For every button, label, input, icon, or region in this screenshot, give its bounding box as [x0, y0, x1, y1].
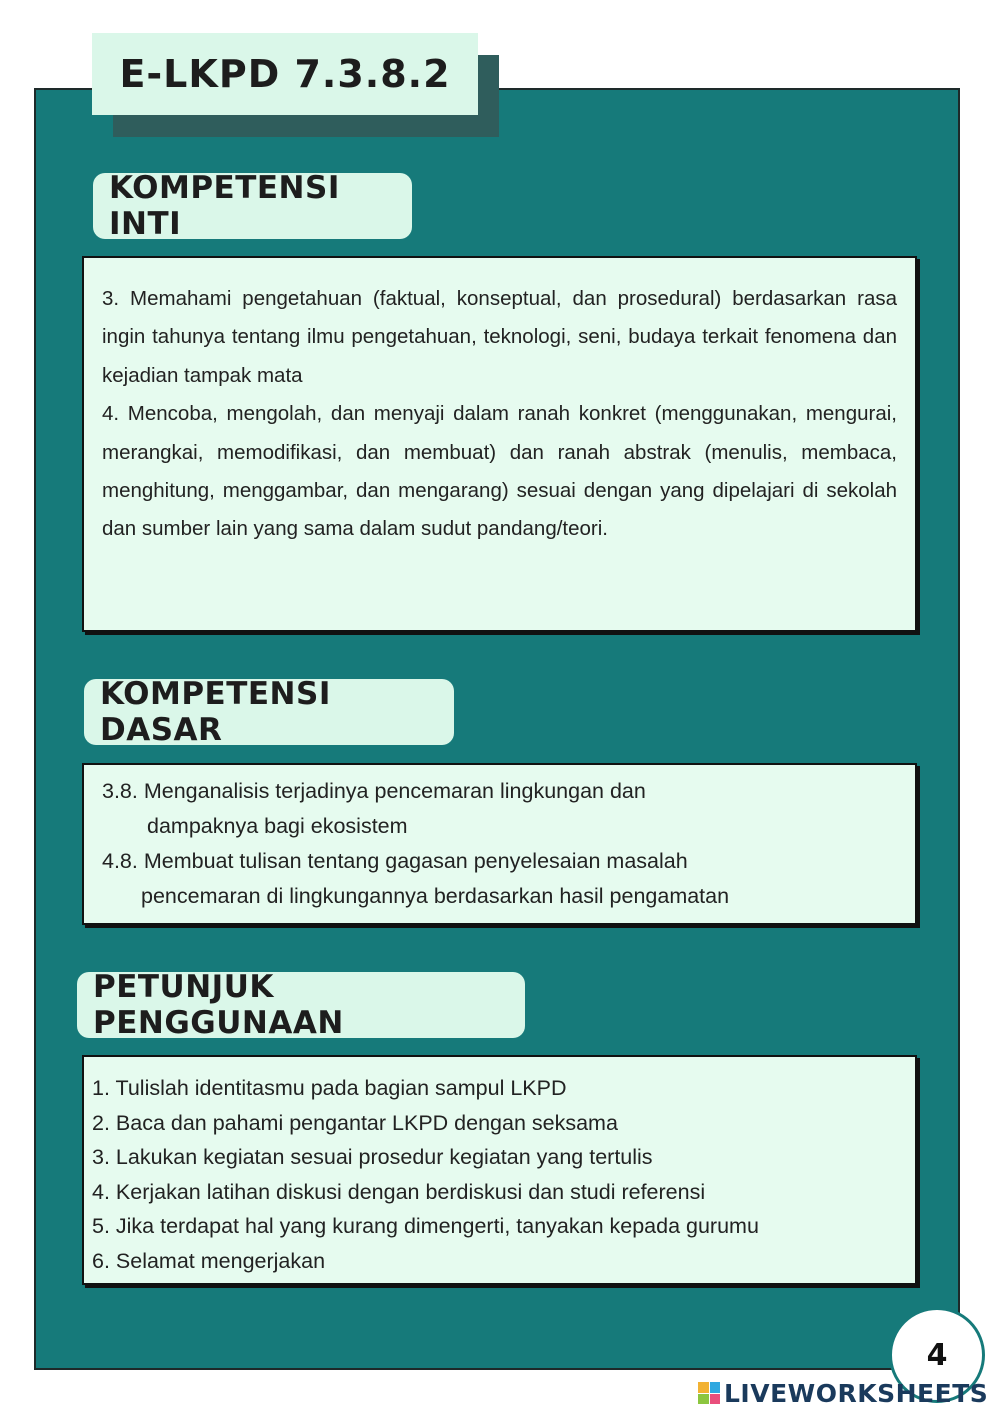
kompetensi-dasar-heading-text: KOMPETENSI DASAR [100, 676, 331, 748]
petunjuk-item: 4. Kerjakan latihan diskusi dengan berdiskusi dan studi referensi [92, 1179, 706, 1204]
watermark-text: LIVEWORKSHEETS [724, 1378, 989, 1408]
petunjuk-item: 1. Tulislah identitasmu pada bagian sampul LKPD [92, 1076, 567, 1100]
kompetensi-dasar-item-line: pencemaran di lingkungannya berdasarkan hasil pengamatan [141, 884, 730, 908]
petunjuk-item: 3. Lakukan kegiatan sesuai prosedur kegiatan yang tertulis [92, 1145, 653, 1169]
kompetensi-inti-item: 3. Memahami pengetahuan (faktual, konseptual, dan prosedural) berdasarkan rasa ingin tahunya tentang ilmu pengetahuan, teknologi, seni, budaya terkait fenomena dan kejadian tampak mata [102, 287, 897, 387]
petunjuk-heading [77, 969, 525, 1041]
kompetensi-dasar-item-line: 4.8. Membuat tulisan tentang gagasan penyelesaian masalah [102, 849, 688, 873]
watermark[interactable] [698, 1378, 988, 1408]
kompetensi-inti-heading [93, 170, 412, 242]
title-box [92, 33, 478, 115]
kompetensi-dasar-box [82, 763, 917, 925]
kompetensi-inti-heading-text: KOMPETENSI INTI [109, 170, 340, 242]
kompetensi-dasar-heading [84, 676, 454, 748]
page-title: E-LKPD 7.3.8.2 [119, 52, 451, 96]
petunjuk-item: 2. Baca dan pahami pengantar LKPD dengan seksama [92, 1110, 618, 1135]
petunjuk-box [82, 1055, 917, 1285]
petunjuk-item: 6. Selamat mengerjakan [92, 1248, 326, 1273]
liveworksheets-logo-icon [698, 1382, 720, 1404]
petunjuk-item: 5. Jika terdapat hal yang kurang dimengerti, tanyakan kepada gurumu [92, 1214, 759, 1238]
petunjuk-heading-text: PETUNJUK PENGGUNAAN [93, 969, 344, 1041]
kompetensi-dasar-item-line: 3.8. Menganalisis terjadinya pencemaran lingkungan dan [102, 779, 646, 803]
kompetensi-dasar-item-line: dampaknya bagi ekosistem [147, 814, 408, 838]
kompetensi-inti-item: 4. Mencoba, mengolah, dan menyaji dalam ranah konkret (menggunakan, mengurai, merangkai, memodifikasi, dan membuat) dan ranah abstrak (menulis, membaca, menghitung, menggambar, dan mengarang) sesuai dengan yang dipelajari di sekolah dan sumber lain yang sama dalam sudut pandang/teori. [102, 402, 897, 541]
kompetensi-inti-box [82, 256, 917, 632]
page-number: 4 [926, 1337, 948, 1373]
